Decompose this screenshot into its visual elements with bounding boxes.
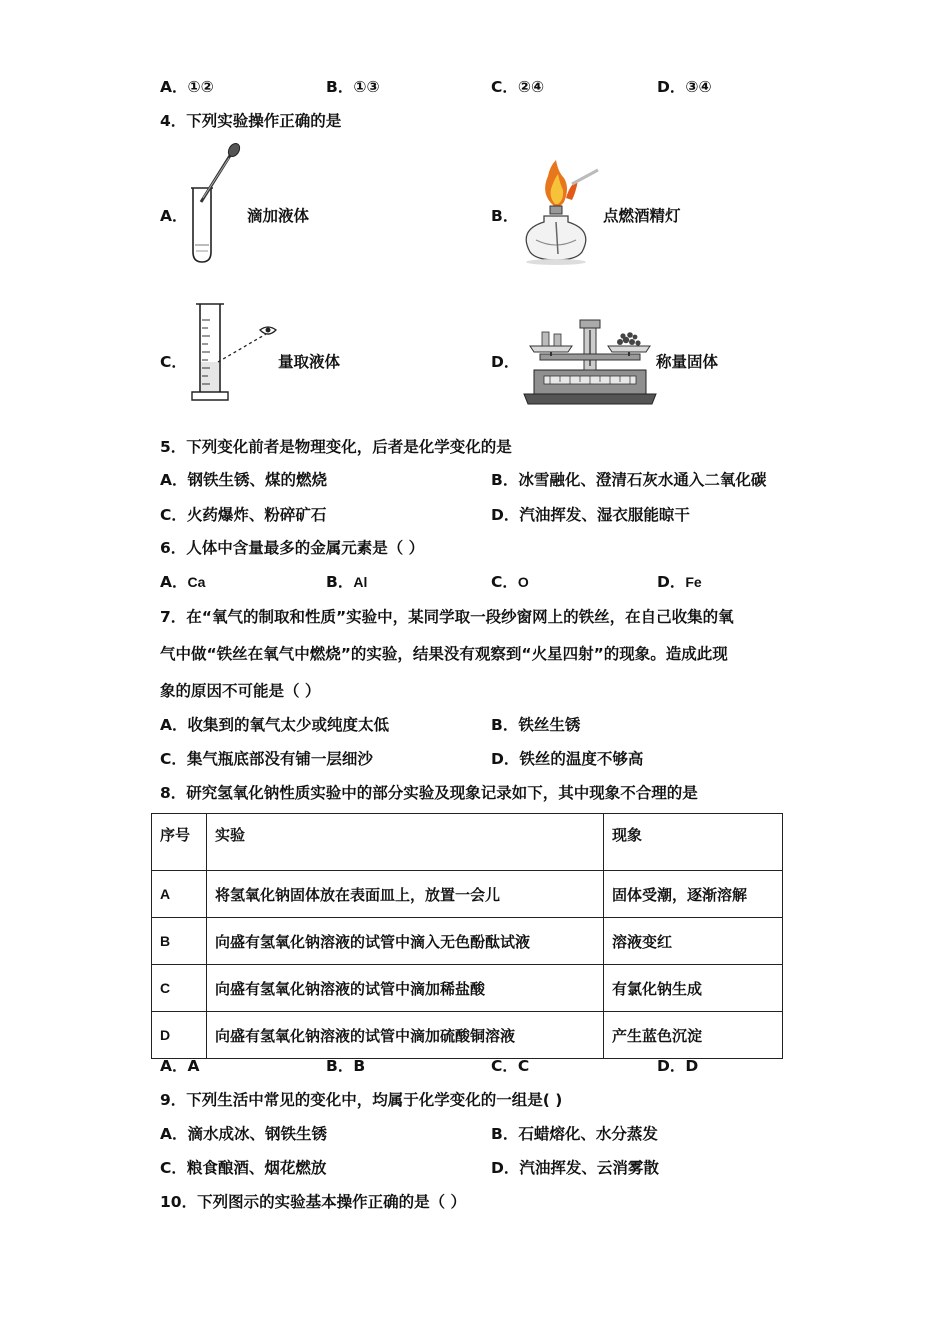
q4-option-a-letter: A． <box>160 207 188 225</box>
table-cell: C <box>152 965 207 1012</box>
table-cell: 向盛有氢氧化钠溶液的试管中滴加稀盐酸 <box>207 965 604 1012</box>
q5-option-a: A．钢铁生锈、煤的燃烧 <box>160 471 327 489</box>
table-cell: A <box>152 871 207 918</box>
q3-option-a: A．①② <box>160 78 214 96</box>
q6-option-d: D．Fe <box>657 573 702 591</box>
table-cell: 固体受潮，逐渐溶解 <box>604 871 783 918</box>
q6-option-c: C．O <box>491 573 529 591</box>
q3-option-c: C．②④ <box>491 78 545 96</box>
q7-option-d: D．铁丝的温度不够高 <box>491 750 644 768</box>
table-cell: B <box>152 918 207 965</box>
table-row <box>152 918 783 965</box>
q5-option-c: C．火药爆炸、粉碎矿石 <box>160 506 327 524</box>
table-header-cell: 现象 <box>604 814 783 871</box>
dropper-over-test-tube-figure <box>185 140 245 265</box>
q9-option-b: B．石蜡熔化、水分蒸发 <box>491 1125 658 1143</box>
q5-stem: 5．下列变化前者是物理变化，后者是化学变化的是 <box>160 438 512 456</box>
q8-option-d: D．D <box>657 1057 699 1075</box>
q4-option-b-label: 点燃酒精灯 <box>603 207 681 225</box>
q8-table <box>151 813 783 1059</box>
q7-option-b: B．铁丝生锈 <box>491 716 581 734</box>
balance-figure <box>520 316 660 408</box>
table-cell: D <box>152 1012 207 1059</box>
graduated-cylinder-figure <box>188 300 280 408</box>
q7-option-a: A．收集到的氧气太少或纯度太低 <box>160 716 389 734</box>
q5-option-d: D．汽油挥发、湿衣服能晾干 <box>491 506 690 524</box>
q6-stem: 6．人体中含量最多的金属元素是（ ） <box>160 539 425 557</box>
table-cell: 有氯化钠生成 <box>604 965 783 1012</box>
q6-option-a: A．Ca <box>160 573 206 591</box>
q8-option-a: A．A <box>160 1057 200 1075</box>
q4-option-a-label: 滴加液体 <box>247 207 310 225</box>
q9-stem: 9．下列生活中常见的变化中，均属于化学变化的一组是( ) <box>160 1091 563 1109</box>
q3-option-d: D．③④ <box>657 78 712 96</box>
q4-stem: 4．下列实验操作正确的是 <box>160 112 342 130</box>
table-row <box>152 871 783 918</box>
table-cell: 向盛有氢氧化钠溶液的试管中滴加硫酸铜溶液 <box>207 1012 604 1059</box>
q6-option-b: B．Al <box>326 573 368 591</box>
table-row <box>152 1012 783 1059</box>
q7-stem-line-1: 7．在“氧气的制取和性质”实验中，某同学取一段纱窗网上的铁丝，在自己收集的氧 <box>160 608 734 626</box>
q7-stem-line-3: 象的原因不可能是（ ） <box>160 682 321 700</box>
q5-option-b: B．冰雪融化、澄清石灰水通入二氧化碳 <box>491 471 767 489</box>
table-cell: 向盛有氢氧化钠溶液的试管中滴入无色酚酞试液 <box>207 918 604 965</box>
q8-option-b: B．B <box>326 1057 366 1075</box>
table-header-cell: 序号 <box>152 814 207 871</box>
q7-option-c: C．集气瓶底部没有铺一层细沙 <box>160 750 373 768</box>
q9-option-d: D．汽油挥发、云消雾散 <box>491 1159 659 1177</box>
alcohol-lamp-figure <box>518 158 603 266</box>
q7-stem-line-2: 气中做“铁丝在氧气中燃烧”的实验，结果没有观察到“火星四射”的现象。造成此现 <box>160 645 728 663</box>
q4-option-b-letter: B． <box>491 207 519 225</box>
table-cell: 产生蓝色沉淀 <box>604 1012 783 1059</box>
q4-option-d-label: 称量固体 <box>656 353 719 371</box>
table-cell: 将氢氧化钠固体放在表面皿上，放置一会儿 <box>207 871 604 918</box>
q8-stem: 8．研究氢氧化钠性质实验中的部分实验及现象记录如下，其中现象不合理的是 <box>160 784 698 802</box>
q10-stem: 10．下列图示的实验基本操作正确的是（ ） <box>160 1193 466 1211</box>
q9-option-c: C．粮食酿酒、烟花燃放 <box>160 1159 327 1177</box>
table-header-cell: 实验 <box>207 814 604 871</box>
q4-option-d-letter: D． <box>491 353 520 371</box>
table-row <box>152 965 783 1012</box>
q8-option-c: C．C <box>491 1057 530 1075</box>
q4-option-c-letter: C． <box>160 353 187 371</box>
table-header-row <box>152 814 783 871</box>
q4-option-c-label: 量取液体 <box>278 353 341 371</box>
table-cell: 溶液变红 <box>604 918 783 965</box>
q9-option-a: A．滴水成冰、钢铁生锈 <box>160 1125 327 1143</box>
q3-option-b: B．①③ <box>326 78 380 96</box>
